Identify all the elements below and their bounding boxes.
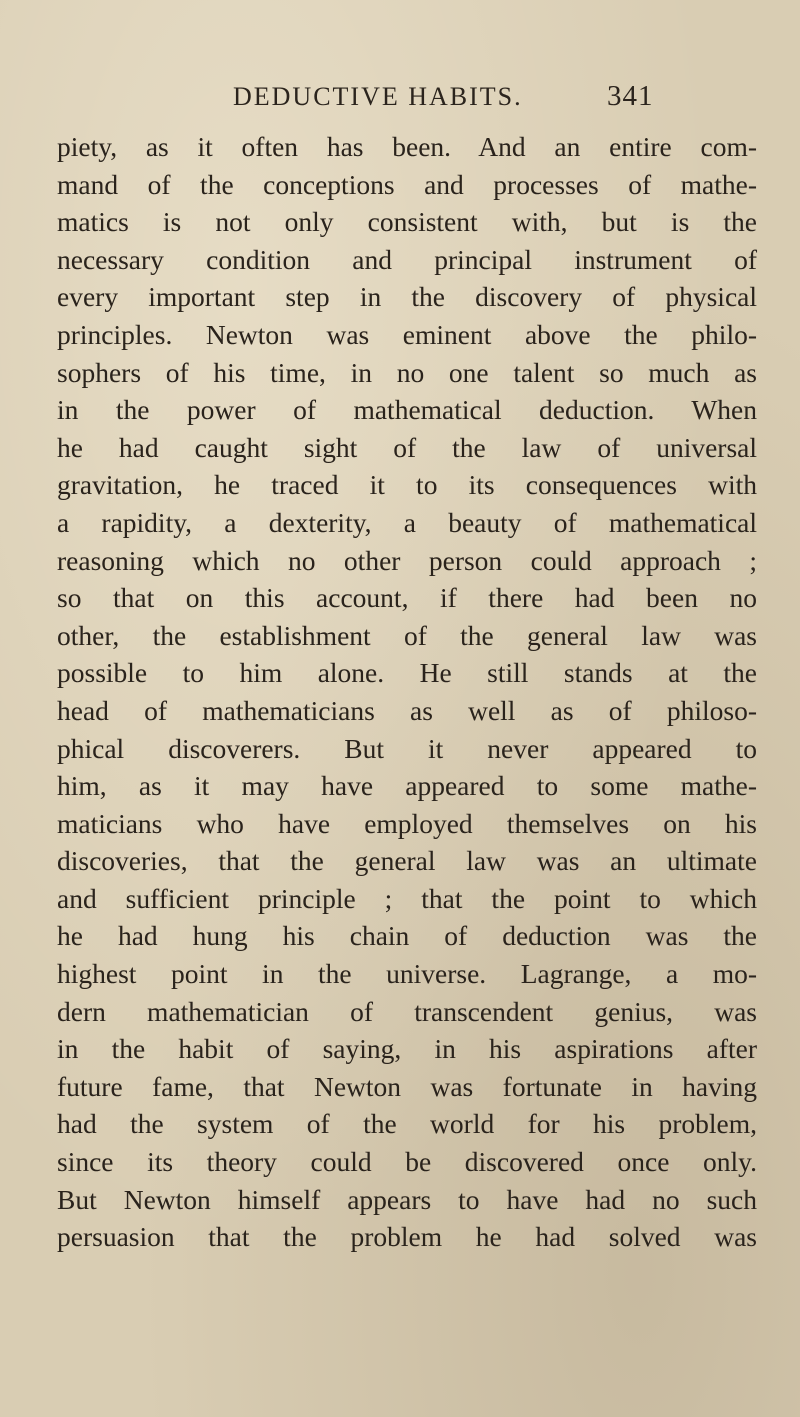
text-line: since its theory could be discovered once only. [57,1146,757,1178]
text-line: in the power of mathematical deduction. When [57,394,757,426]
text-line: he had caught sight of the law of universal [57,431,757,463]
text-line: in the habit of saying, in his aspirations after [57,1033,757,1065]
text-line: sophers of his time, in no one talent so much as [57,356,757,388]
running-title: DEDUCTIVE HABITS. [233,82,523,111]
text-line: dern mathematician of transcendent genius, was [57,995,757,1027]
text-line: But Newton himself appears to have had no such [57,1183,757,1215]
text-line: head of mathematicians as well as of philoso- [57,694,757,726]
text-line: him, as it may have appeared to some mathe- [57,770,757,802]
text-line: persuasion that the problem he had solved was [57,1221,757,1253]
text-line: mand of the conceptions and processes of mathe- [57,168,757,200]
text-line: and sufficient principle ; that the point to which [57,882,757,914]
text-line: every important step in the discovery of physical [57,281,757,313]
text-line: reasoning which no other person could approach ; [57,544,757,576]
text-line: phical discoverers. But it never appeared to [57,732,757,764]
text-line: had the system of the world for his problem, [57,1108,757,1140]
running-head [0,82,800,122]
text-line: a rapidity, a dexterity, a beauty of mathematical [57,506,757,538]
text-line: piety, as it often has been. And an entire com- [57,131,757,162]
text-line: highest point in the universe. Lagrange, a mo- [57,958,757,990]
text-line: necessary condition and principal instrument of [57,243,757,275]
text-line: possible to him alone. He still stands at the [57,657,757,689]
text-line: so that on this account, if there had been no [57,582,757,614]
text-line: gravitation, he traced it to its consequences with [57,469,757,501]
text-line: maticians who have employed themselves on his [57,807,757,839]
text-line: principles. Newton was eminent above the philo- [57,318,757,350]
text-line: other, the establishment of the general law was [57,619,757,651]
text-line: matics is not only consistent with, but is the [57,206,757,238]
page-number: 341 [607,80,654,112]
text-line: discoveries, that the general law was an ultimate [57,845,757,877]
text-line: he had hung his chain of deduction was the [57,920,757,952]
text-line: future fame, that Newton was fortunate in having [57,1070,757,1102]
body-text [57,128,757,1256]
